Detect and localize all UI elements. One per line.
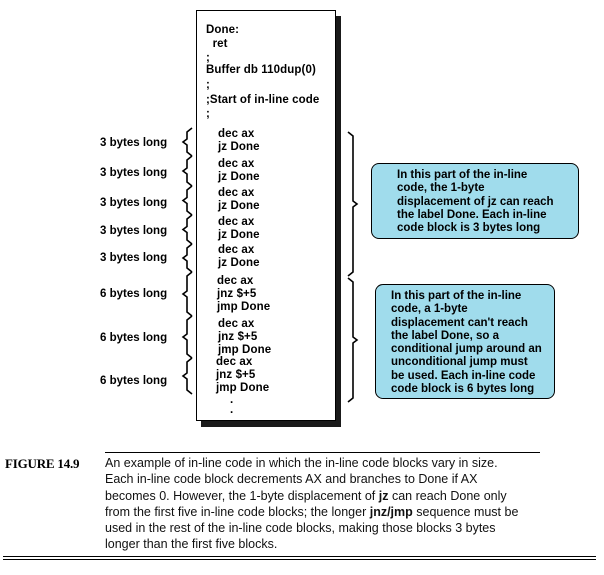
left-brace — [183, 358, 192, 394]
code-header-line: Buffer db 110dup(0) — [206, 64, 316, 76]
caption-code-term: jz — [378, 488, 389, 503]
caption-line — [105, 504, 575, 520]
block-size-label: 3 bytes long — [100, 225, 168, 237]
caption-text: An example of in-line code in which the in-line code blocks vary in size. — [105, 456, 498, 470]
caption-text: sequence must be — [412, 504, 519, 519]
callout-line: code, a 1-byte — [391, 303, 468, 316]
code-header-line: ; — [206, 79, 210, 91]
callout-line: displacement of jz can reach — [397, 195, 554, 208]
left-brace — [183, 215, 192, 244]
code-header-line: ;Start of in-line code — [206, 94, 320, 106]
code-line: dec ax — [216, 356, 253, 368]
block-size-label: 6 bytes long — [100, 332, 168, 344]
code-header-line: ; — [206, 52, 210, 64]
figure-caption — [105, 455, 575, 553]
code-line: jz Done — [218, 229, 260, 241]
callout-line: unconditional jump must — [391, 356, 528, 369]
code-line: dec ax — [217, 275, 254, 287]
block-size-label: 3 bytes long — [100, 197, 168, 209]
caption-code-term: jnz/jmp — [369, 504, 413, 519]
code-line: jz Done — [218, 171, 260, 183]
left-brace — [183, 272, 192, 316]
left-brace — [183, 128, 192, 156]
caption-text: becomes 0. However, the 1-byte displacement of — [105, 488, 379, 503]
left-brace — [183, 156, 192, 186]
caption-line — [105, 455, 575, 471]
code-line: dec ax — [218, 216, 255, 228]
caption-text: can reach Done only — [388, 488, 507, 503]
callout-line: the label Done, so a — [391, 329, 499, 342]
callout-line: the label Done. Each in-line — [397, 208, 547, 221]
code-line: jz Done — [218, 200, 260, 212]
continuation-dot: . — [230, 404, 234, 416]
left-brace — [183, 186, 192, 215]
caption-text: Each in-line code block decrements AX and branches to Done if AX — [105, 472, 478, 487]
code-line: jnz $+5 — [217, 288, 257, 300]
code-line: jz Done — [218, 257, 260, 269]
caption-line — [105, 536, 575, 552]
caption-text: from the first five in-line code blocks; the longer — [105, 504, 370, 519]
bottom-rule-second — [3, 559, 596, 560]
caption-text: longer than the first five blocks. — [105, 537, 278, 552]
code-line: dec ax — [218, 318, 255, 330]
code-line: dec ax — [218, 128, 255, 140]
callout-line: code block is 3 bytes long — [397, 222, 541, 235]
code-line: dec ax — [218, 158, 255, 170]
code-header-line: ret — [206, 38, 228, 50]
caption-line — [105, 520, 575, 536]
caption-text: used in the rest of the in-line code blocks, making those blocks 3 bytes — [105, 521, 496, 536]
callout-line: code, the 1-byte — [397, 182, 485, 195]
callout-line: code block is 6 bytes long — [391, 383, 535, 396]
callout-short-jump — [371, 163, 579, 239]
caption-line — [105, 488, 575, 504]
block-size-label: 6 bytes long — [100, 288, 168, 300]
block-size-label: 3 bytes long — [100, 167, 168, 179]
code-line: jz Done — [218, 141, 260, 153]
right-brace — [348, 132, 357, 276]
left-brace — [183, 316, 192, 358]
code-line: dec ax — [218, 187, 255, 199]
caption-line — [105, 471, 575, 487]
callout-line: In this part of the in-line — [397, 169, 528, 181]
callout-line: be used. Each in-line code — [391, 369, 536, 382]
code-header-line: ; — [206, 108, 210, 120]
block-size-label: 6 bytes long — [100, 375, 168, 387]
callout-long-jump — [375, 284, 555, 399]
figure-label: FIGURE 14.9 — [5, 456, 80, 471]
code-header-line: Done: — [206, 24, 240, 36]
callout-line: conditional jump around an — [391, 343, 542, 356]
left-brace — [183, 244, 192, 272]
code-line: jmp Done — [217, 301, 271, 313]
right-brace — [348, 278, 357, 402]
code-line: jnz $+5 — [216, 369, 256, 381]
bottom-rule — [3, 556, 596, 557]
caption-top-rule — [105, 452, 540, 453]
block-size-label: 3 bytes long — [100, 252, 168, 264]
callout-line: displacement can't reach — [391, 316, 528, 329]
code-line: jmp Done — [216, 382, 270, 394]
code-line: jnz $+5 — [218, 331, 258, 343]
code-line: jmp Done — [218, 344, 272, 356]
block-size-label: 3 bytes long — [100, 137, 168, 149]
code-line: dec ax — [218, 244, 255, 256]
callout-line: In this part of the in-line — [391, 290, 522, 302]
continuation-dot: . — [230, 394, 234, 406]
